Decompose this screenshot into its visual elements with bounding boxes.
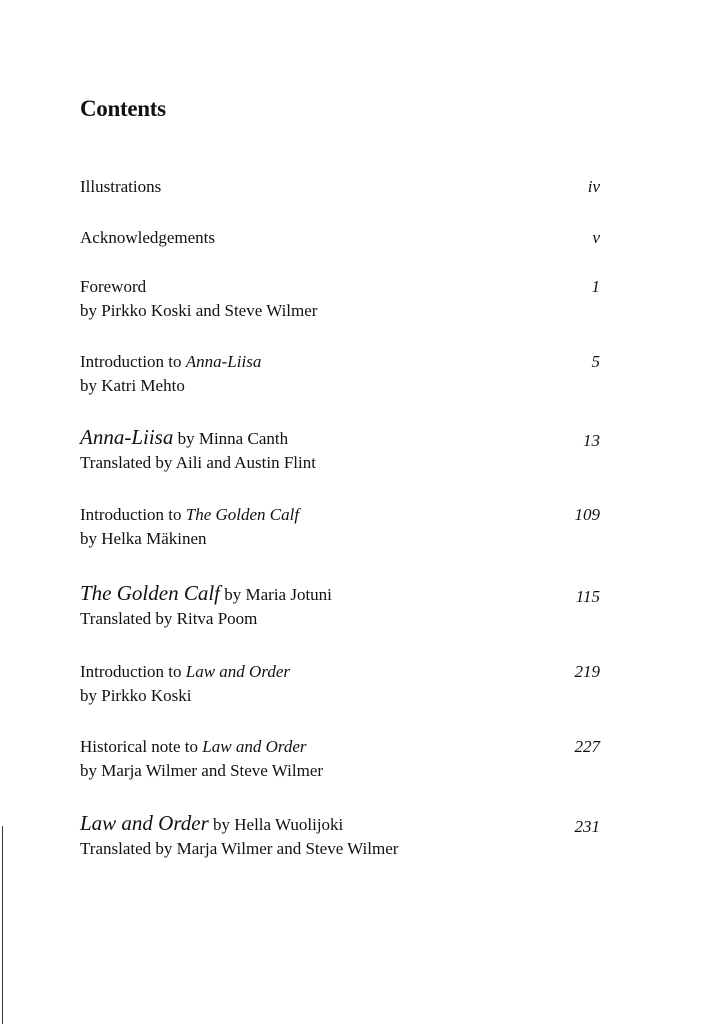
page-number: 5 [591, 352, 600, 371]
page-number: 13 [583, 431, 600, 450]
entry-title [80, 660, 600, 684]
entry-work-title: Anna-Liisa [80, 425, 174, 449]
page-number: 109 [574, 505, 600, 524]
entry-title [80, 581, 600, 607]
entry-author: by Maria Jotuni [220, 585, 332, 604]
entry-byline: Translated by Ritva Poom [80, 609, 258, 628]
entry-author: by Hella Wuolijoki [208, 815, 344, 834]
toc-entry-intro-golden-calf[interactable] [80, 503, 600, 551]
entry-prefix: Introduction to [80, 352, 186, 371]
toc-entry-foreword[interactable] [80, 275, 600, 323]
entry-title [80, 503, 600, 527]
entry-byline: by Pirkko Koski and Steve Wilmer [80, 301, 318, 320]
entry-title: Illustrations [80, 177, 162, 196]
toc-entry-golden-calf[interactable] [80, 581, 600, 631]
toc-entry-historical-note[interactable] [80, 735, 600, 783]
toc-entry-illustrations[interactable] [80, 175, 600, 199]
entry-byline: Translated by Marja Wilmer and Steve Wilmer [80, 839, 399, 858]
entry-work-title: Law and Order [80, 811, 209, 835]
entry-byline: by Katri Mehto [80, 376, 185, 395]
page-title: Contents [80, 96, 166, 121]
entry-author: by Minna Canth [173, 429, 289, 448]
entry-work-title: The Golden Calf [80, 581, 220, 605]
entry-title [80, 350, 600, 374]
toc-entry-anna-liisa[interactable] [80, 425, 600, 475]
entry-prefix: Introduction to [80, 505, 186, 524]
page-number: v [592, 228, 600, 247]
scan-edge-line [2, 826, 3, 1024]
page-number: 115 [575, 587, 600, 606]
page-number: 219 [574, 662, 600, 681]
entry-title [80, 735, 600, 759]
entry-byline: by Pirkko Koski [80, 686, 192, 705]
entry-work-title: Law and Order [202, 737, 307, 756]
page-number: 231 [574, 817, 600, 836]
page-number: iv [587, 177, 600, 196]
entry-prefix: Introduction to [80, 662, 186, 681]
toc-entry-acknowledgements[interactable] [80, 226, 600, 250]
entry-title [80, 811, 600, 837]
page-number: 1 [591, 277, 600, 296]
entry-work-title: The Golden Calf [185, 505, 300, 524]
toc-entry-intro-law-and-order[interactable] [80, 660, 600, 708]
entry-work-title: Anna-Liisa [185, 352, 262, 371]
entry-prefix: Historical note to [80, 737, 203, 756]
page-number: 227 [574, 737, 600, 756]
toc-entry-law-and-order[interactable] [80, 811, 600, 861]
entry-title: Acknowledgements [80, 228, 216, 247]
entry-byline: Translated by Aili and Austin Flint [80, 453, 316, 472]
entry-byline: by Helka Mäkinen [80, 529, 207, 548]
entry-work-title: Law and Order [185, 662, 290, 681]
entry-title [80, 425, 600, 451]
entry-title: Foreword [80, 277, 147, 296]
toc-entry-intro-anna-liisa[interactable] [80, 350, 600, 398]
entry-byline: by Marja Wilmer and Steve Wilmer [80, 761, 324, 780]
